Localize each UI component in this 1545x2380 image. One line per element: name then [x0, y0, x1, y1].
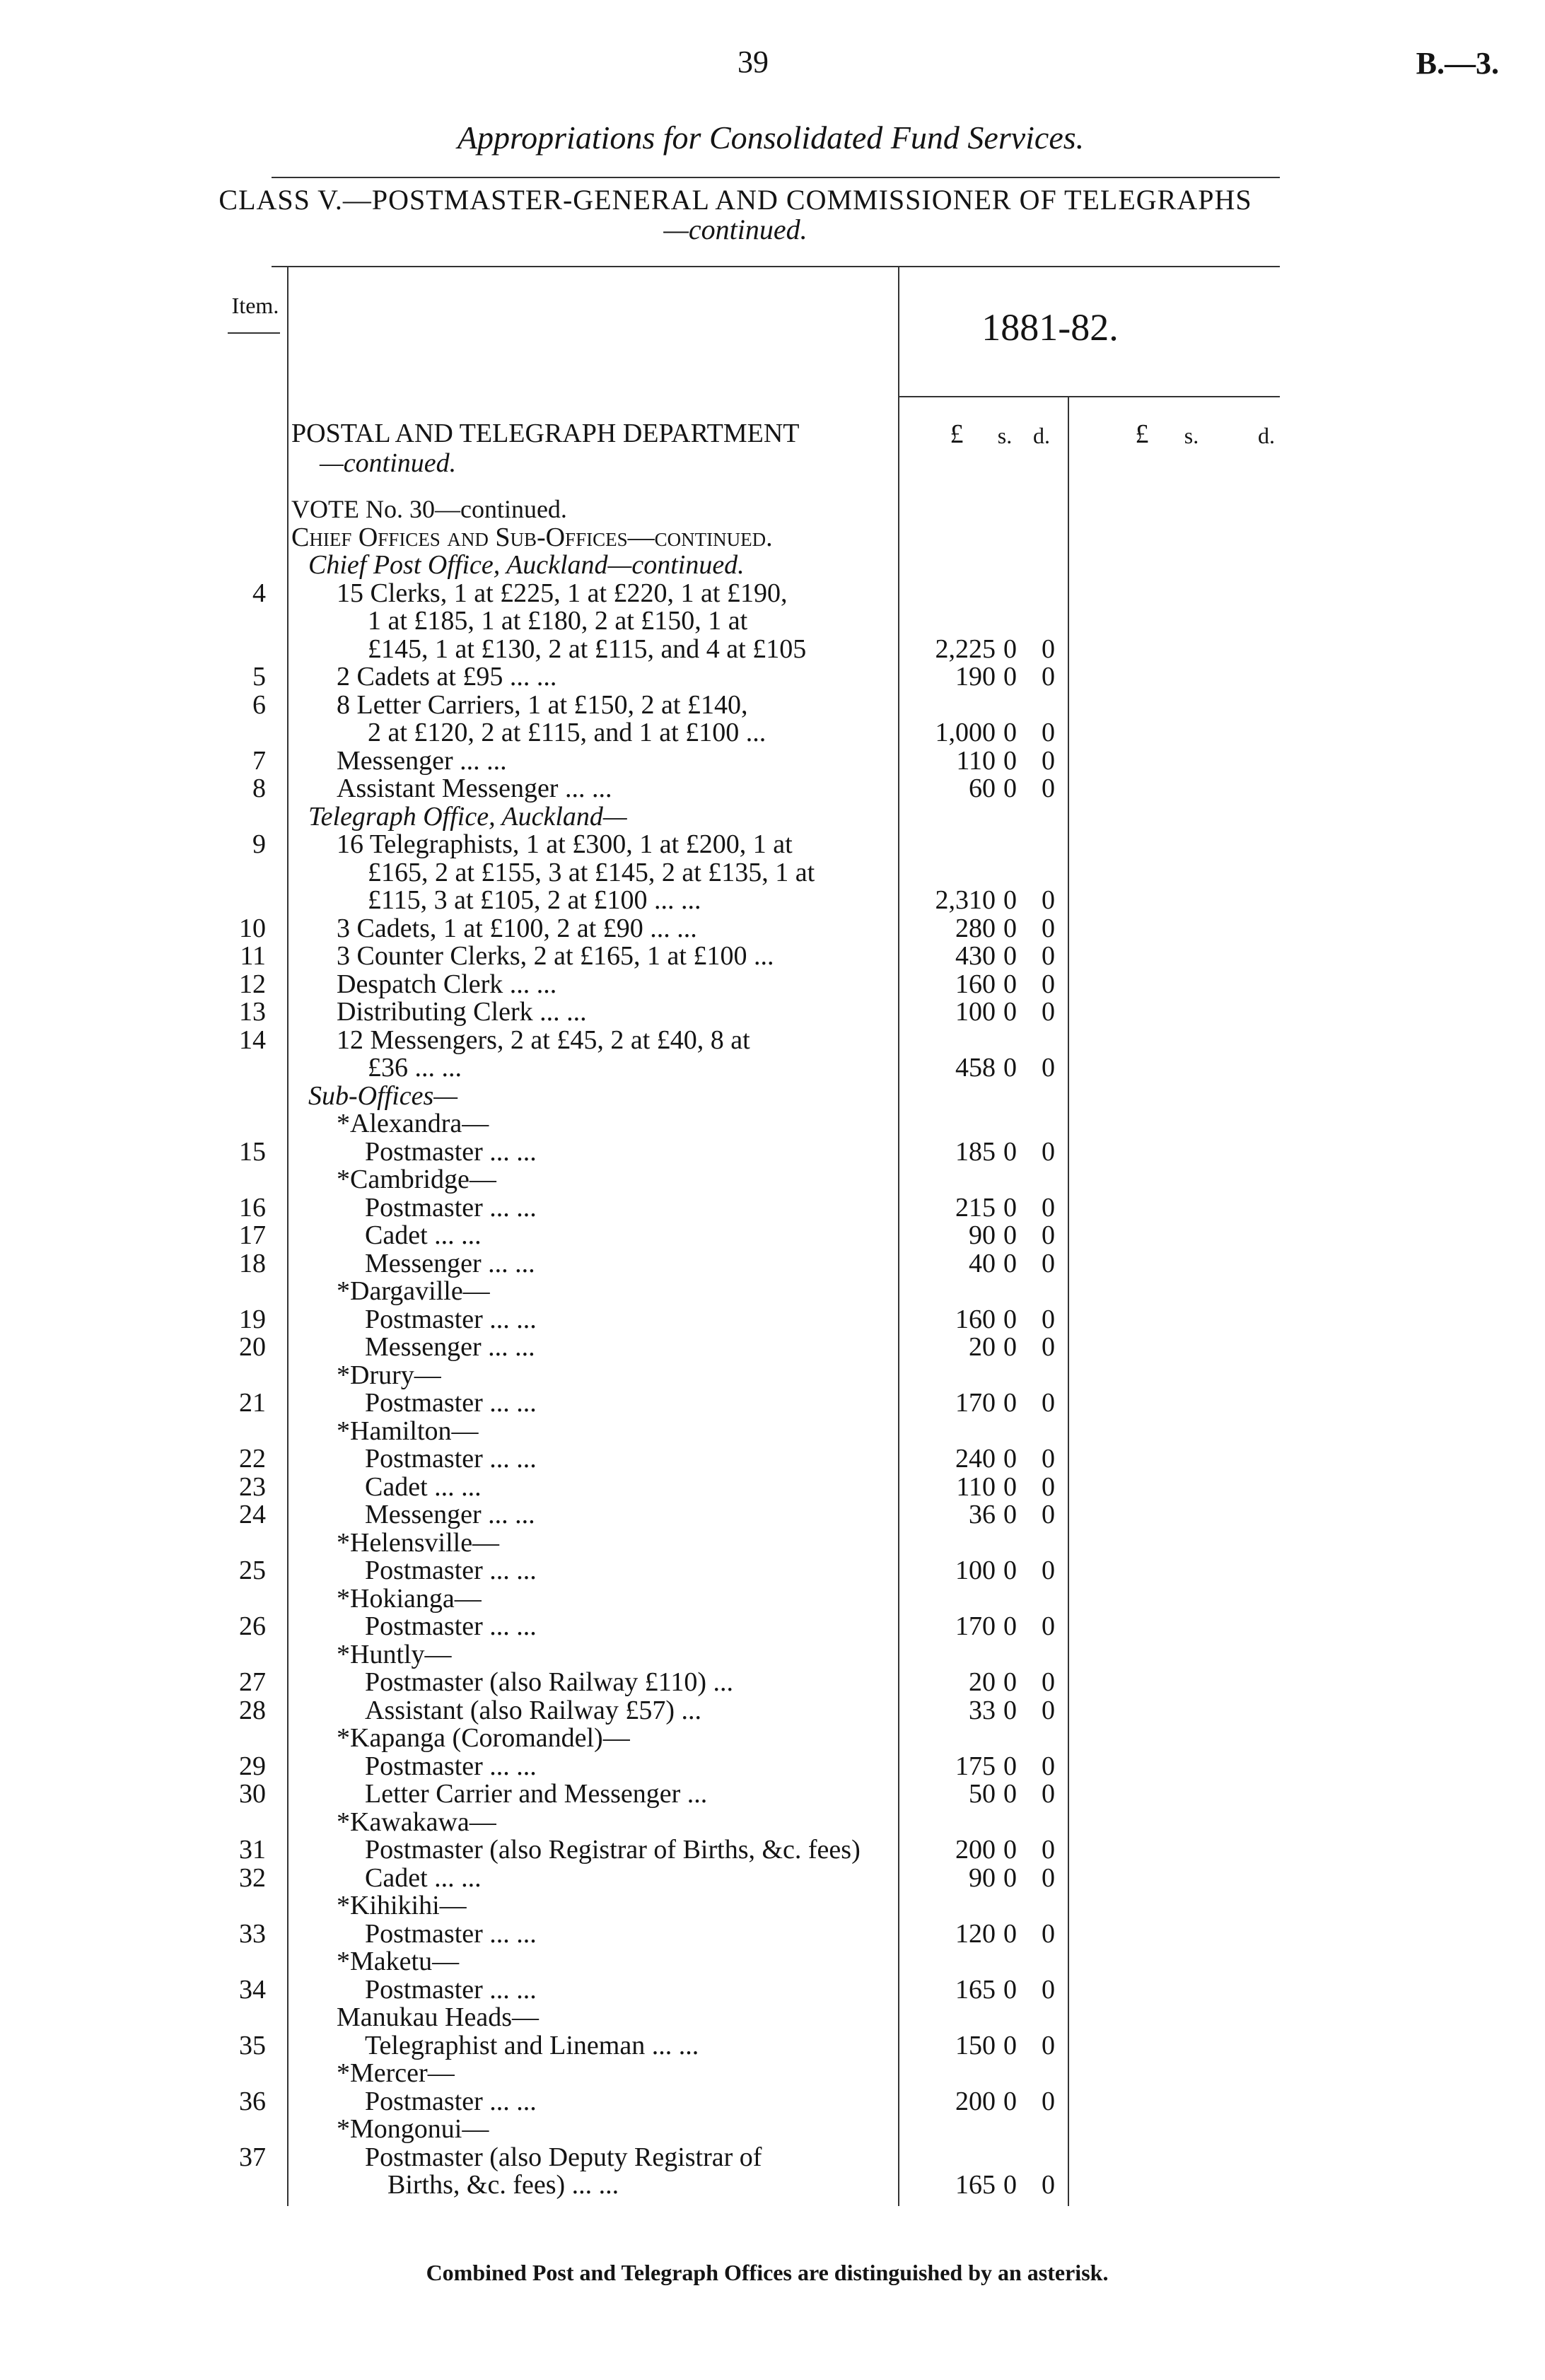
table-row — [0, 1724, 1545, 1752]
item-number: 6 — [252, 689, 266, 720]
table-row — [0, 579, 1545, 607]
table-row — [0, 2087, 1545, 2116]
amount-shillings: 0 — [1003, 1053, 1017, 1083]
item-number: 8 — [252, 774, 266, 803]
amount-pence: 0 — [1042, 997, 1055, 1027]
item-number: 16 — [239, 1192, 266, 1223]
table-row — [0, 1109, 1545, 1138]
table-row — [0, 1976, 1545, 2004]
item-description: Cadet ... ... — [365, 1220, 482, 1250]
item-description: *Huntly— — [337, 1639, 452, 1669]
amount-pence: 0 — [1042, 1835, 1055, 1865]
table-row — [0, 2115, 1545, 2143]
table-row — [0, 691, 1545, 719]
table-row — [0, 1389, 1545, 1417]
item-description: Messenger ... ... — [365, 1332, 535, 1362]
amount-pence: 0 — [1042, 1695, 1055, 1725]
class-title-continued: —continued. — [663, 214, 808, 245]
item-number: 12 — [239, 969, 266, 999]
item-description: Despatch Clerk ... ... — [337, 969, 557, 999]
item-number: 24 — [239, 1500, 266, 1529]
item-description: 8 Letter Carriers, 1 at £150, 2 at £140, — [337, 689, 748, 720]
table-row — [0, 970, 1545, 998]
item-number: 14 — [239, 1025, 266, 1055]
amount-pounds: 185 — [955, 1136, 996, 1167]
item-description: Postmaster ... ... — [365, 2086, 537, 2116]
shilling-header-2: s. — [1184, 423, 1199, 448]
table-row — [0, 2171, 1545, 2199]
item-number: 10 — [239, 913, 266, 943]
amount-pounds: 430 — [955, 941, 996, 971]
item-number: 21 — [239, 1388, 266, 1418]
item-description: Messenger ... ... — [365, 1500, 535, 1529]
item-description: Cadet ... ... — [365, 1471, 482, 1502]
amount-pence: 0 — [1042, 1667, 1055, 1697]
table-row — [0, 1445, 1545, 1473]
amount-shillings: 0 — [1003, 634, 1017, 664]
item-description: Postmaster ... ... — [365, 1556, 537, 1585]
amount-pence: 0 — [1042, 2086, 1055, 2116]
document-reference: B.—3. — [1416, 46, 1499, 81]
item-description: *Dargaville— — [337, 1276, 490, 1306]
amount-pence: 0 — [1042, 969, 1055, 999]
table-row — [0, 1054, 1545, 1082]
pound-header: £ — [950, 419, 964, 449]
table-row — [0, 718, 1545, 747]
item-description: *Kawakawa— — [337, 1807, 496, 1837]
table-row — [0, 523, 1545, 552]
class-title — [212, 185, 1259, 245]
item-description: Postmaster ... ... — [365, 1611, 537, 1641]
item-description: Chief Post Office, Auckland—continued. — [308, 550, 745, 580]
item-number: 13 — [239, 997, 266, 1027]
item-description: Postmaster (also Registrar of Births, &c. fees) — [365, 1835, 861, 1865]
table-row — [0, 607, 1545, 635]
amount-pence: 0 — [1042, 885, 1055, 915]
amount-pence: 0 — [1042, 1248, 1055, 1278]
item-description: Messenger ... ... — [337, 745, 507, 776]
pence-header: d. — [1033, 423, 1050, 448]
table-row — [0, 1556, 1545, 1585]
item-description: VOTE No. 30—continued. — [291, 495, 567, 523]
item-description: £36 ... ... — [368, 1053, 462, 1083]
amount-shillings: 0 — [1003, 1500, 1017, 1529]
amount-pounds: 165 — [955, 1974, 996, 2005]
amount-shillings: 0 — [1003, 1220, 1017, 1250]
item-number: 37 — [239, 2142, 266, 2172]
item-description: Telegraph Office, Auckland— — [308, 801, 627, 832]
department-heading — [291, 419, 899, 478]
amount-pounds: 100 — [955, 997, 996, 1027]
item-description: Distributing Clerk ... ... — [337, 997, 587, 1027]
pound-header-2: £ — [1135, 419, 1149, 449]
amount-pounds: 150 — [955, 2030, 996, 2060]
item-description: 16 Telegraphists, 1 at £300, 1 at £200, 1 at — [337, 829, 793, 859]
amount-shillings: 0 — [1003, 745, 1017, 776]
amount-shillings: 0 — [1003, 1248, 1017, 1278]
item-description: Chief Offices and Sub-Offices—continued. — [291, 522, 773, 552]
amount-pounds: 170 — [955, 1388, 996, 1418]
table-row — [0, 663, 1545, 691]
amount-pence: 0 — [1042, 1611, 1055, 1641]
item-number: 28 — [239, 1695, 266, 1725]
item-description: Postmaster ... ... — [365, 1192, 537, 1223]
item-number: 29 — [239, 1751, 266, 1781]
table-row — [0, 1221, 1545, 1249]
table-row — [0, 551, 1545, 579]
amount-pounds: 2,310 — [935, 885, 996, 915]
item-description: Letter Carrier and Messenger ... — [365, 1779, 708, 1809]
table-row — [0, 1640, 1545, 1669]
year-header-rule — [899, 396, 1280, 397]
item-description: *Hamilton— — [337, 1416, 479, 1446]
table-row — [0, 1836, 1545, 1864]
amount-pence: 0 — [1042, 662, 1055, 692]
item-description: 15 Clerks, 1 at £225, 1 at £220, 1 at £190, — [337, 578, 788, 608]
amount-pounds: 1,000 — [935, 718, 996, 747]
item-number: 35 — [239, 2030, 266, 2060]
amount-pence: 0 — [1042, 941, 1055, 971]
item-description: Postmaster ... ... — [365, 1136, 537, 1167]
amount-pounds: 60 — [969, 774, 996, 803]
amount-pence: 0 — [1042, 1332, 1055, 1362]
amount-pence: 0 — [1042, 1444, 1055, 1474]
amount-shillings: 0 — [1003, 774, 1017, 803]
amount-pence: 0 — [1042, 1556, 1055, 1585]
year-header: 1881-82. — [981, 306, 1119, 349]
amount-pence: 0 — [1042, 1136, 1055, 1167]
amount-pence: 0 — [1042, 1862, 1055, 1893]
item-description: *Alexandra— — [337, 1109, 489, 1138]
item-description: Cadet ... ... — [365, 1862, 482, 1893]
amount-shillings: 0 — [1003, 1304, 1017, 1334]
item-description: 2 at £120, 2 at £115, and 1 at £100 ... — [368, 718, 766, 747]
table-row — [0, 1808, 1545, 1836]
amount-pence: 0 — [1042, 1751, 1055, 1781]
shilling-header: s. — [997, 423, 1013, 448]
item-description: *Mercer— — [337, 2058, 455, 2088]
item-number: 33 — [239, 1918, 266, 1949]
table-row — [0, 1138, 1545, 1166]
page-number: 39 — [737, 45, 769, 79]
table-row — [0, 635, 1545, 663]
item-description: Births, &c. fees) ... ... — [387, 2170, 619, 2200]
table-row — [0, 2059, 1545, 2087]
amount-shillings: 0 — [1003, 1862, 1017, 1893]
header-rule — [272, 266, 1280, 267]
amount-shillings: 0 — [1003, 1835, 1017, 1865]
amount-pounds: 50 — [969, 1779, 996, 1809]
amount-pounds: 190 — [955, 662, 996, 692]
amount-shillings: 0 — [1003, 1444, 1017, 1474]
table-row — [0, 1891, 1545, 1920]
item-number: 23 — [239, 1471, 266, 1502]
table-row — [0, 998, 1545, 1026]
item-number: 4 — [252, 578, 266, 608]
item-number: 19 — [239, 1304, 266, 1334]
amount-pounds: 90 — [969, 1862, 996, 1893]
amount-shillings: 0 — [1003, 1695, 1017, 1725]
item-description: *Helensville— — [337, 1527, 500, 1558]
amount-pounds: 20 — [969, 1667, 996, 1697]
amount-shillings: 0 — [1003, 1974, 1017, 2005]
amount-pence: 0 — [1042, 1304, 1055, 1334]
amount-shillings: 0 — [1003, 969, 1017, 999]
amount-shillings: 0 — [1003, 2030, 1017, 2060]
amount-pounds: 175 — [955, 1751, 996, 1781]
amount-pounds: 165 — [955, 2170, 996, 2200]
amount-pounds: 280 — [955, 913, 996, 943]
amount-pence: 0 — [1042, 1388, 1055, 1418]
table-row — [0, 1333, 1545, 1361]
item-description: *Maketu— — [337, 1947, 460, 1976]
amount-pence: 0 — [1042, 1192, 1055, 1223]
item-description: 2 Cadets at £95 ... ... — [337, 662, 557, 692]
item-description: *Cambridge— — [337, 1165, 496, 1194]
amount-shillings: 0 — [1003, 1918, 1017, 1949]
item-number: 25 — [239, 1556, 266, 1585]
table-row — [0, 2031, 1545, 2060]
amount-shillings: 0 — [1003, 1136, 1017, 1167]
amount-pounds: 160 — [955, 1304, 996, 1334]
table-row — [0, 495, 1545, 523]
item-number: 31 — [239, 1835, 266, 1865]
item-description: Sub-Offices— — [308, 1080, 458, 1111]
table-row — [0, 942, 1545, 970]
table-row — [0, 1194, 1545, 1222]
amount-pence: 0 — [1042, 1779, 1055, 1809]
table-row — [0, 1780, 1545, 1808]
item-number: 18 — [239, 1248, 266, 1278]
amount-shillings: 0 — [1003, 1751, 1017, 1781]
table-row — [0, 1082, 1545, 1110]
table-row — [0, 1612, 1545, 1640]
item-description: *Kihikihi— — [337, 1891, 467, 1920]
table-row — [0, 1473, 1545, 1501]
amount-pounds: 90 — [969, 1220, 996, 1250]
item-description: Postmaster ... ... — [365, 1444, 537, 1474]
table-row — [0, 1864, 1545, 1892]
table-row — [0, 1249, 1545, 1278]
title-rule — [272, 177, 1280, 178]
pence-header-2: d. — [1258, 423, 1275, 448]
table-row — [0, 1417, 1545, 1445]
table-row — [0, 886, 1545, 914]
item-description: Postmaster ... ... — [365, 1304, 537, 1334]
amount-pounds: 100 — [955, 1556, 996, 1585]
department-name: POSTAL AND TELEGRAPH DEPARTMENT — [291, 419, 800, 448]
amount-pence: 0 — [1042, 634, 1055, 664]
item-number: 20 — [239, 1332, 266, 1362]
amount-shillings: 0 — [1003, 2170, 1017, 2200]
item-description: Postmaster ... ... — [365, 1388, 537, 1418]
table-row — [0, 1920, 1545, 1948]
item-description: Postmaster ... ... — [365, 1918, 537, 1949]
amount-pounds: 200 — [955, 1835, 996, 1865]
amount-pence: 0 — [1042, 1471, 1055, 1502]
amount-pounds: 240 — [955, 1444, 996, 1474]
amount-shillings: 0 — [1003, 885, 1017, 915]
amount-pounds: 160 — [955, 969, 996, 999]
item-description: 3 Counter Clerks, 2 at £165, 1 at £100 ... — [337, 941, 774, 971]
item-description: £115, 3 at £105, 2 at £100 ... ... — [368, 885, 701, 915]
amount-pounds: 2,225 — [935, 634, 996, 664]
item-number: 26 — [239, 1611, 266, 1641]
table-row — [0, 1947, 1545, 1976]
table-row — [0, 2143, 1545, 2171]
item-description: Assistant (also Railway £57) ... — [365, 1695, 702, 1725]
amount-shillings: 0 — [1003, 1388, 1017, 1418]
item-description: Messenger ... ... — [365, 1248, 535, 1278]
table-row — [0, 858, 1545, 887]
amount-pounds: 215 — [955, 1192, 996, 1223]
amount-shillings: 0 — [1003, 1332, 1017, 1362]
item-number: 34 — [239, 1974, 266, 2005]
table-row — [0, 803, 1545, 831]
table-row — [0, 1752, 1545, 1780]
amount-pence: 0 — [1042, 1500, 1055, 1529]
running-title: Appropriations for Consolidated Fund Services. — [457, 119, 1085, 156]
amount-pence: 0 — [1042, 1220, 1055, 1250]
item-description: Postmaster ... ... — [365, 1751, 537, 1781]
amount-pence: 0 — [1042, 1053, 1055, 1083]
table-row — [0, 1500, 1545, 1529]
amount-pounds: 170 — [955, 1611, 996, 1641]
amount-shillings: 0 — [1003, 2086, 1017, 2116]
item-description: 3 Cadets, 1 at £100, 2 at £90 ... ... — [337, 913, 697, 943]
table-row — [0, 1361, 1545, 1389]
amount-pence: 0 — [1042, 718, 1055, 747]
item-number: 15 — [239, 1136, 266, 1167]
amount-pounds: 200 — [955, 2086, 996, 2116]
amount-shillings: 0 — [1003, 1667, 1017, 1697]
table-row — [0, 1277, 1545, 1305]
amount-pence: 0 — [1042, 774, 1055, 803]
item-description: *Kapanga (Coromandel)— — [337, 1723, 630, 1753]
item-description: Telegraphist and Lineman ... ... — [365, 2030, 699, 2060]
item-description: Postmaster ... ... — [365, 1974, 537, 2005]
table-row — [0, 1668, 1545, 1696]
table-row — [0, 1165, 1545, 1194]
item-description: Assistant Messenger ... ... — [337, 774, 612, 803]
table-row — [0, 774, 1545, 803]
item-number: 36 — [239, 2086, 266, 2116]
item-number: 17 — [239, 1220, 266, 1250]
item-description: Postmaster (also Deputy Registrar of — [365, 2142, 762, 2172]
amount-pounds: 36 — [969, 1500, 996, 1529]
amount-shillings: 0 — [1003, 1192, 1017, 1223]
table-row — [0, 1529, 1545, 1557]
table-row — [0, 1585, 1545, 1613]
amount-shillings: 0 — [1003, 662, 1017, 692]
table-row — [0, 1305, 1545, 1334]
item-description: Postmaster (also Railway £110) ... — [365, 1667, 734, 1697]
item-description: £145, 1 at £130, 2 at £115, and 4 at £105 — [368, 634, 807, 664]
amount-shillings: 0 — [1003, 718, 1017, 747]
amount-pounds: 40 — [969, 1248, 996, 1278]
item-description: £165, 2 at £155, 3 at £145, 2 at £135, 1 at — [368, 857, 815, 887]
item-number: 7 — [252, 745, 266, 776]
amount-pounds: 120 — [955, 1918, 996, 1949]
item-number: 30 — [239, 1779, 266, 1809]
footnote: Combined Post and Telegraph Offices are distinguished by an asterisk. — [426, 2260, 1109, 2285]
amount-pounds: 33 — [969, 1695, 996, 1725]
class-title-text: CLASS V.—POSTMASTER-GENERAL AND COMMISSIONER OF TELEGRAPHS — [218, 184, 1252, 216]
item-description: Manukau Heads— — [337, 2002, 539, 2032]
item-number: 9 — [252, 829, 266, 859]
item-number: 5 — [252, 662, 266, 692]
amount-pence: 0 — [1042, 1974, 1055, 2005]
amount-pounds: 458 — [955, 1053, 996, 1083]
amount-shillings: 0 — [1003, 1556, 1017, 1585]
item-number: 32 — [239, 1862, 266, 1893]
amount-shillings: 0 — [1003, 1471, 1017, 1502]
item-number: 22 — [239, 1444, 266, 1474]
amount-shillings: 0 — [1003, 941, 1017, 971]
amount-pence: 0 — [1042, 2030, 1055, 2060]
table-row — [0, 1696, 1545, 1725]
amount-shillings: 0 — [1003, 997, 1017, 1027]
amount-pounds: 110 — [956, 1471, 996, 1502]
table-row — [0, 914, 1545, 943]
item-description: 12 Messengers, 2 at £45, 2 at £40, 8 at — [337, 1025, 750, 1055]
item-description: *Drury— — [337, 1360, 441, 1390]
amount-pounds: 20 — [969, 1332, 996, 1362]
table-row — [0, 830, 1545, 858]
department-continued: —continued. — [320, 448, 457, 478]
table-row — [0, 747, 1545, 775]
item-description: *Mongonui— — [337, 2114, 489, 2144]
item-number: 11 — [240, 941, 266, 971]
amount-pence: 0 — [1042, 913, 1055, 943]
amount-shillings: 0 — [1003, 913, 1017, 943]
amount-pence: 0 — [1042, 1918, 1055, 1949]
item-description: *Hokianga— — [337, 1583, 482, 1614]
table-row — [0, 2003, 1545, 2031]
item-column-header: Item. — [231, 293, 279, 318]
item-number: 27 — [239, 1667, 266, 1697]
amount-pounds: 110 — [956, 745, 996, 776]
item-description: 1 at £185, 1 at £180, 2 at £150, 1 at — [368, 606, 748, 636]
amount-pence: 0 — [1042, 2170, 1055, 2200]
item-header-rule — [228, 332, 280, 334]
amount-shillings: 0 — [1003, 1611, 1017, 1641]
amount-shillings: 0 — [1003, 1779, 1017, 1809]
table-row — [0, 1026, 1545, 1054]
amount-pence: 0 — [1042, 745, 1055, 776]
